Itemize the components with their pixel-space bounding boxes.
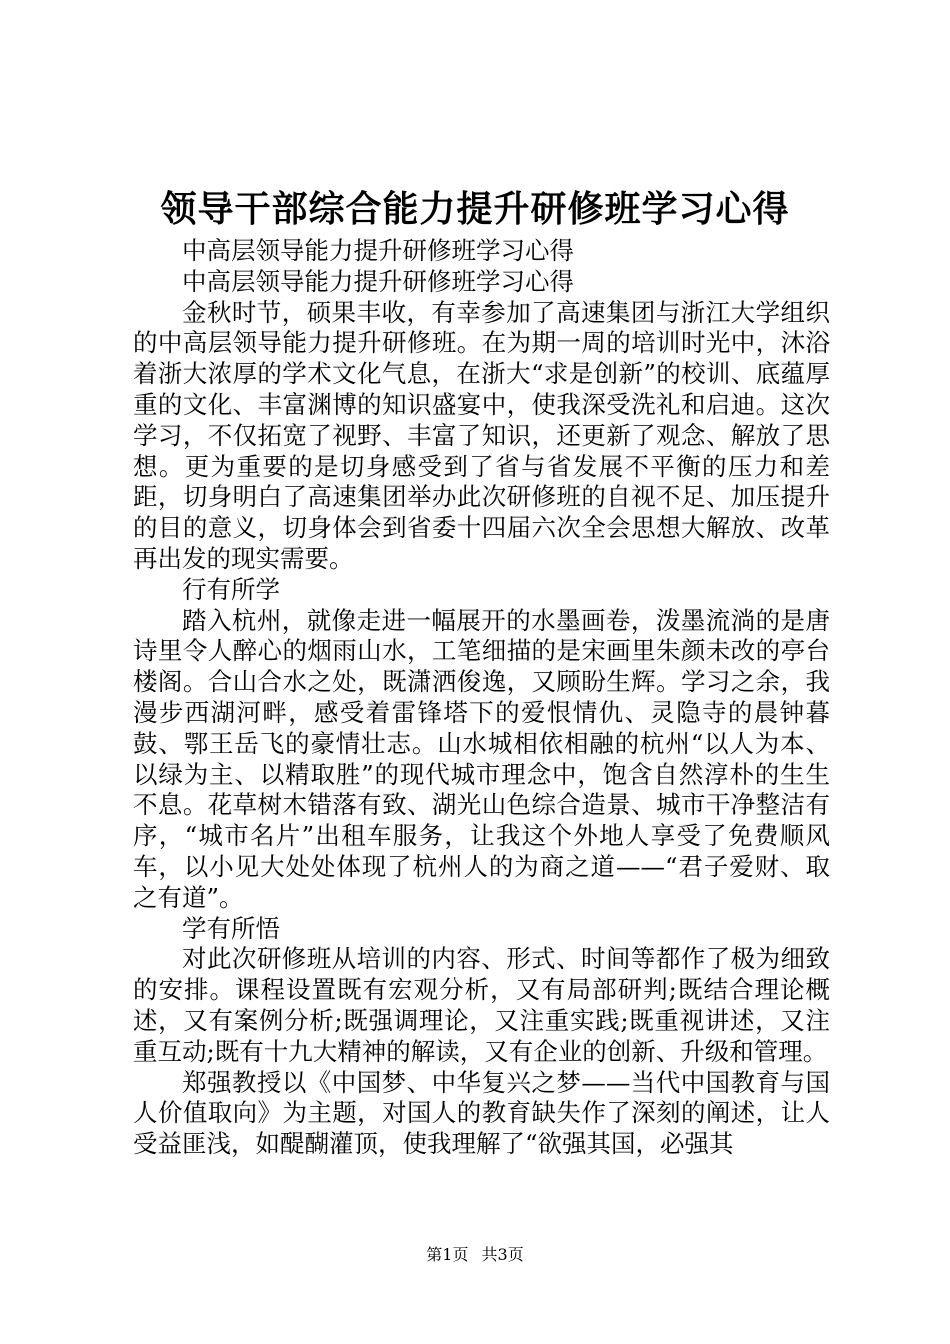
page-number: 第1页 [426, 1245, 469, 1264]
subtitle-line: 中高层领导能力提升研修班学习心得 [182, 236, 574, 265]
section-heading: 学有所悟 [182, 913, 280, 943]
paragraph: 金秋时节，硕果丰收，有幸参加了高速集团与浙江大学组织的中高层领导能力提升研修班。在为期一周的培训时光中，沐浴着浙大浓厚的学术文化气息，在浙大“求是创新”的校训、底蕴厚重的文化、丰富渊博的知识盛宴中，使我深受洗礼和启迪。这次学习，不仅拓宽了视野、丰富了知识，还更新了观念、解放了思想。更为重要的是切身感受到了省与省发展不平衡的压力和差距，切身明白了高速集团举办此次研修班的自视不足、加压提升的目的意义，切身体会到省委十四届六次全会思想大解放、改革再出发的现实需要。 [133, 297, 830, 573]
paragraph: 郑强教授以《中国梦、中华复兴之梦——当代中国教育与国人价值取向》为主题，对国人的教育缺失作了深刻的阐述，让人受益匪浅，如醍醐灌顶，使我理解了“欲强其国，必强其 [133, 1067, 830, 1159]
document-body [133, 236, 830, 1160]
paragraph: 对此次研修班从培训的内容、形式、时间等都作了极为细致的安排。课程设置既有宏观分析，又有局部研判;既结合理论概述，又有案例分析;既强调理论，又注重实践;既重视讲述，又注重互动;既有十九大精神的解读，又有企业的创新、升级和管理。 [133, 944, 830, 1066]
paragraph: 踏入杭州，就像走进一幅展开的水墨画卷，泼墨流淌的是唐诗里令人醉心的烟雨山水，工笔细描的是宋画里朱颜未改的亭台楼阁。合山合水之处，既潇洒俊逸，又顾盼生辉。学习之余，我漫步西湖河畔，感受着雷锋塔下的爱恨情仇、灵隐寺的晨钟暮鼓、鄂王岳飞的豪情壮志。山水城相依相融的杭州“以人为本、以绿为主、以精取胜”的现代城市理念中，饱含自然淳朴的生生不息。花草树木错落有致、湖光山色综合造景、城市干净整洁有序，“城市名片”出租车服务，让我这个外地人享受了免费顺风车，以小见大处处体现了杭州人的为商之道——“君子爱财、取之有道”。 [133, 605, 830, 912]
page-total: 共3页 [481, 1245, 524, 1264]
page-footer [0, 1244, 950, 1266]
subtitle-line: 中高层领导能力提升研修班学习心得 [182, 266, 574, 296]
section-heading: 行有所学 [182, 574, 280, 604]
document-title: 领导干部综合能力提升研修班学习心得 [160, 188, 790, 230]
